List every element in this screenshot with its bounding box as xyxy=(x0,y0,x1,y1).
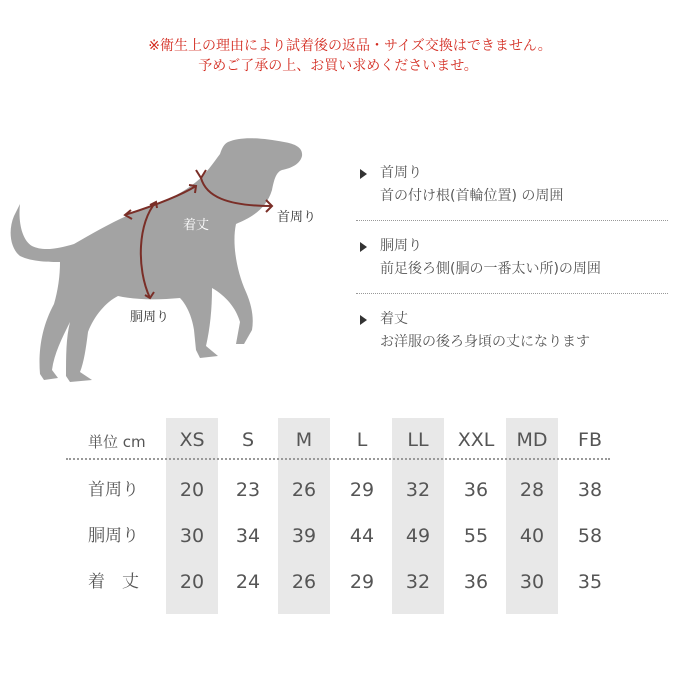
notice-line-1: ※衛生上の理由により試着後の返品・サイズ交換はできません。 xyxy=(148,38,552,54)
length-label: 着丈 xyxy=(183,218,210,233)
divider xyxy=(356,293,668,294)
table-cell: 26 xyxy=(291,479,317,501)
size-header: L xyxy=(356,429,368,451)
table-cell: 30 xyxy=(179,525,205,547)
notice-line-2: 予めご了承の上、お買い求めくださいませ。 xyxy=(198,58,478,74)
table-cell: 36 xyxy=(463,479,489,501)
table-cell: 55 xyxy=(463,525,489,547)
table-cell: 39 xyxy=(291,525,317,547)
dog-diagram xyxy=(0,128,340,403)
table-cell: 34 xyxy=(235,525,261,547)
table-cell: 20 xyxy=(179,571,205,593)
triangle-bullet-icon xyxy=(360,169,367,179)
table-cell: 30 xyxy=(519,571,545,593)
legend-item-chest xyxy=(356,235,668,281)
chest-label: 胴周り xyxy=(130,310,170,325)
size-header-row xyxy=(66,420,666,460)
table-row xyxy=(66,516,666,556)
table-row xyxy=(66,470,666,510)
table-cell: 58 xyxy=(577,525,603,547)
table-cell: 29 xyxy=(349,571,375,593)
triangle-bullet-icon xyxy=(360,315,367,325)
legend-title: 首周り xyxy=(380,165,422,181)
unit-label: 単位 cm xyxy=(88,433,146,451)
size-header: MD xyxy=(516,429,548,451)
table-cell: 23 xyxy=(235,479,261,501)
size-header: XS xyxy=(179,429,205,451)
triangle-bullet-icon xyxy=(360,242,367,252)
row-label: 首周り xyxy=(88,480,139,500)
size-header: S xyxy=(241,429,255,451)
table-row xyxy=(66,562,666,602)
legend-title: 胴周り xyxy=(380,238,422,254)
table-cell: 29 xyxy=(349,479,375,501)
legend-item-length xyxy=(356,308,668,354)
table-cell: 32 xyxy=(405,479,431,501)
divider xyxy=(356,220,668,221)
table-cell: 28 xyxy=(519,479,545,501)
size-header: XXL xyxy=(457,429,495,451)
table-cell: 32 xyxy=(405,571,431,593)
table-cell: 24 xyxy=(235,571,261,593)
table-cell: 20 xyxy=(179,479,205,501)
row-label: 着 丈 xyxy=(88,572,139,592)
legend-desc: 首の付け根(首輪位置) の周囲 xyxy=(380,188,564,204)
table-cell: 38 xyxy=(577,479,603,501)
header-divider xyxy=(66,458,610,460)
size-header: LL xyxy=(407,429,429,451)
notice xyxy=(0,36,700,76)
size-header: M xyxy=(295,429,313,451)
legend-item-neck xyxy=(356,162,668,208)
measurement-legend xyxy=(356,162,668,354)
table-cell: 44 xyxy=(349,525,375,547)
legend-desc: お洋服の後ろ身頃の丈になります xyxy=(380,334,590,350)
table-cell: 26 xyxy=(291,571,317,593)
table-cell: 49 xyxy=(405,525,431,547)
dog-silhouette xyxy=(11,138,302,382)
table-cell: 40 xyxy=(519,525,545,547)
table-cell: 35 xyxy=(577,571,603,593)
row-label: 胴周り xyxy=(88,526,139,546)
legend-title: 着丈 xyxy=(380,311,408,327)
table-cell: 36 xyxy=(463,571,489,593)
size-table xyxy=(66,418,666,614)
size-header: FB xyxy=(578,429,602,451)
legend-desc: 前足後ろ側(胴の一番太い所)の周囲 xyxy=(380,261,601,277)
neck-label: 首周り xyxy=(277,210,317,225)
